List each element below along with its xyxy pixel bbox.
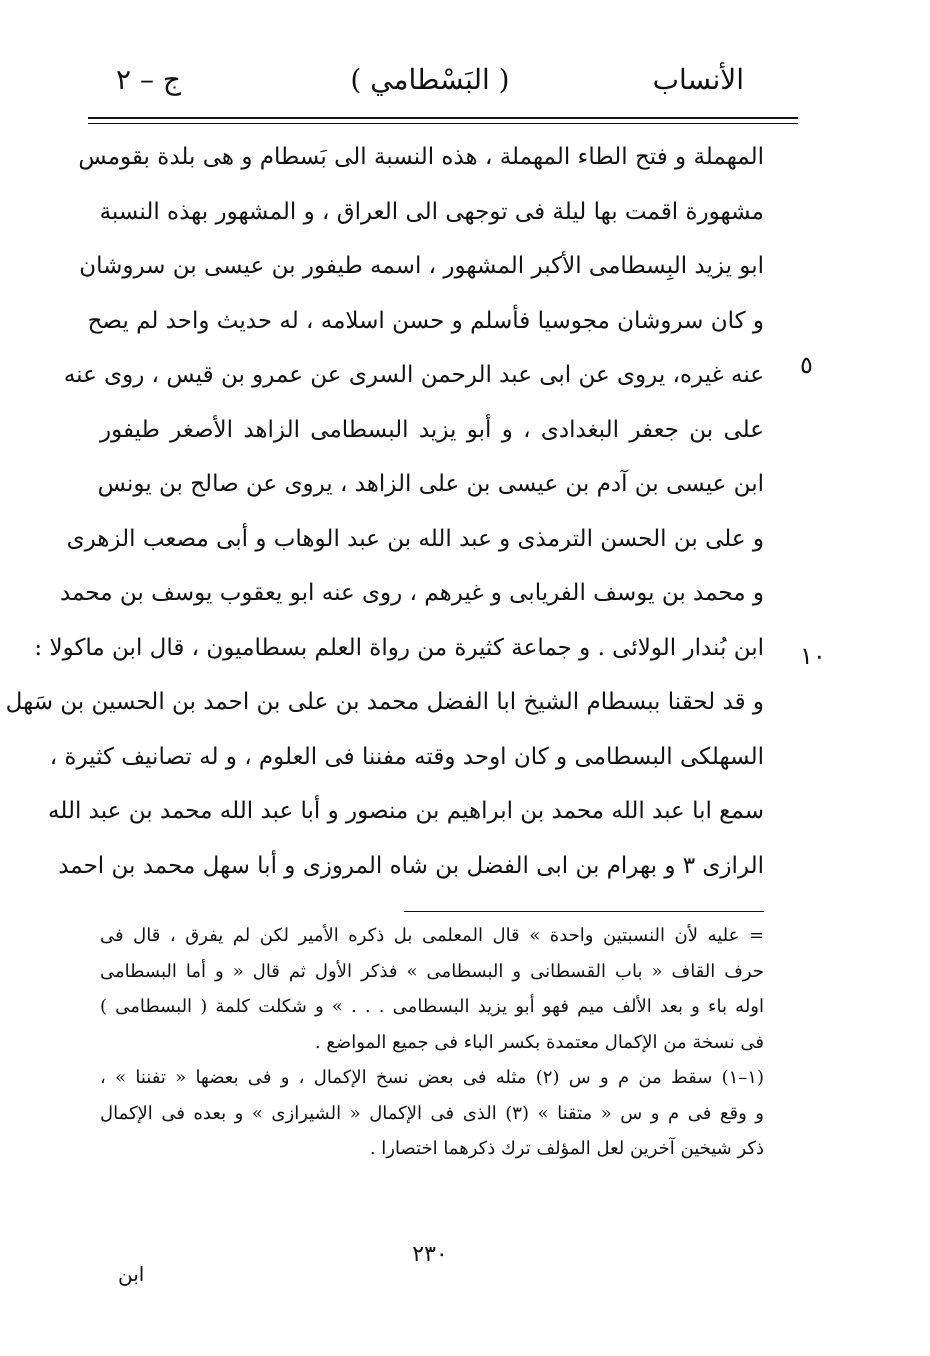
- footnote-line: ذكر شيخين آخرين لعل المؤلف ترك ذكرهما اختصارا .: [369, 1138, 764, 1159]
- footnote-line: (١–١) سقط من م و س (٢) مثله فى بعض نسخ الإكمال ، و فى بعضها « تفننا » ،: [100, 1067, 764, 1088]
- line-number-10: ١٠: [800, 642, 826, 670]
- text-line: على بن جعفر البغدادى ، و أبو يزيد البسطامى الزاهد الأصغر طيفور: [100, 416, 764, 443]
- line-number-5: ٥: [800, 351, 813, 379]
- text-line: الرازى ٣ و بهرام بن ابى الفضل بن شاه المروزى و أبا سهل محمد بن احمد: [58, 852, 764, 879]
- text-line: و على بن الحسن الترمذى و عبد الله بن عبد الوهاب و أبى مصعب الزهرى: [66, 525, 764, 552]
- running-header-title: الأنساب: [652, 63, 744, 96]
- header-rule-thick: [88, 117, 798, 119]
- text-line: ابو يزيد البِسطامى الأكبر المشهور ، اسمه طيفور بن عيسى بن سروشان: [79, 253, 764, 279]
- text-line: عنه غيره، يروى عن ابى عبد الرحمن السرى عن عمرو بن قيس ، روى عنه: [63, 362, 764, 388]
- text-line: ابن بُندار الولائى . و جماعة كثيرة من رواة العلم بسطاميون ، قال ابن ماكولا :: [34, 634, 764, 661]
- text-line: سمع ابا عبد الله محمد بن ابراهيم بن منصور و أبا عبد الله محمد بن عبد الله: [48, 798, 764, 824]
- footnote-line: حرف القاف « باب القسطانى و البسطامى » فذكر الأول ثم قال « و أما البسطامى: [100, 960, 764, 982]
- text-line: و محمد بن يوسف الفريابى و غيرهم ، روى عنه ابو يعقوب يوسف بن محمد: [60, 580, 764, 606]
- catchword: ابن: [118, 1262, 145, 1286]
- text-line: و كان سروشان مجوسيا فأسلم و حسن اسلامه ، له حديث واحد لم يصح: [87, 307, 764, 334]
- footnote-line: = عليه لأن النسبتين واحدة » قال المعلمى بل ذكره الأمير لكن لم يفرق ، قال فى: [100, 925, 764, 946]
- text-line: ابن عيسى بن آدم بن عيسى بن على الزاهد ، يروى عن صالح بن يونس: [97, 471, 764, 497]
- text-line: المهملة و فتح الطاء المهملة ، هذه النسبة الى بَسطام و هى بلدة بقومس: [78, 144, 764, 170]
- running-header-entry: ( البَسْطامي ): [350, 63, 510, 96]
- text-line: السهلكى البسطامى و كان اوحد وقته مفننا فى العلوم ، و له تصانيف كثيرة ،: [49, 743, 764, 770]
- footnote-line: اوله باء و بعد الألف ميم فهو أبو يزيد البسطامى . . . » و شكلت كلمة ( البسطامى ): [100, 996, 764, 1017]
- running-header-volume: ج – ٢: [116, 63, 181, 96]
- footnotes: [100, 918, 764, 1167]
- footnote-line: فى نسخة من الإكمال معتمدة بكسر الباء فى جميع المواضع .: [314, 1031, 764, 1053]
- page-number: ٢٣٠: [412, 1242, 448, 1267]
- header-rule-thin: [88, 123, 798, 124]
- footnote-line: و وقع فى م و س « متقنا » (٣) الذى فى الإكمال « الشيرازى » و بعده فى الإكمال: [100, 1102, 764, 1124]
- text-line: مشهورة اقمت بها ليلة فى توجهى الى العراق ، و المشهور بهذه النسبة: [99, 198, 764, 225]
- text-line: و قد لحقنا ببسطام الشيخ ابا الفضل محمد بن على بن احمد بن الحسين بن سَهل: [5, 689, 764, 715]
- main-text: [5, 130, 764, 893]
- footnote-separator: [404, 911, 764, 912]
